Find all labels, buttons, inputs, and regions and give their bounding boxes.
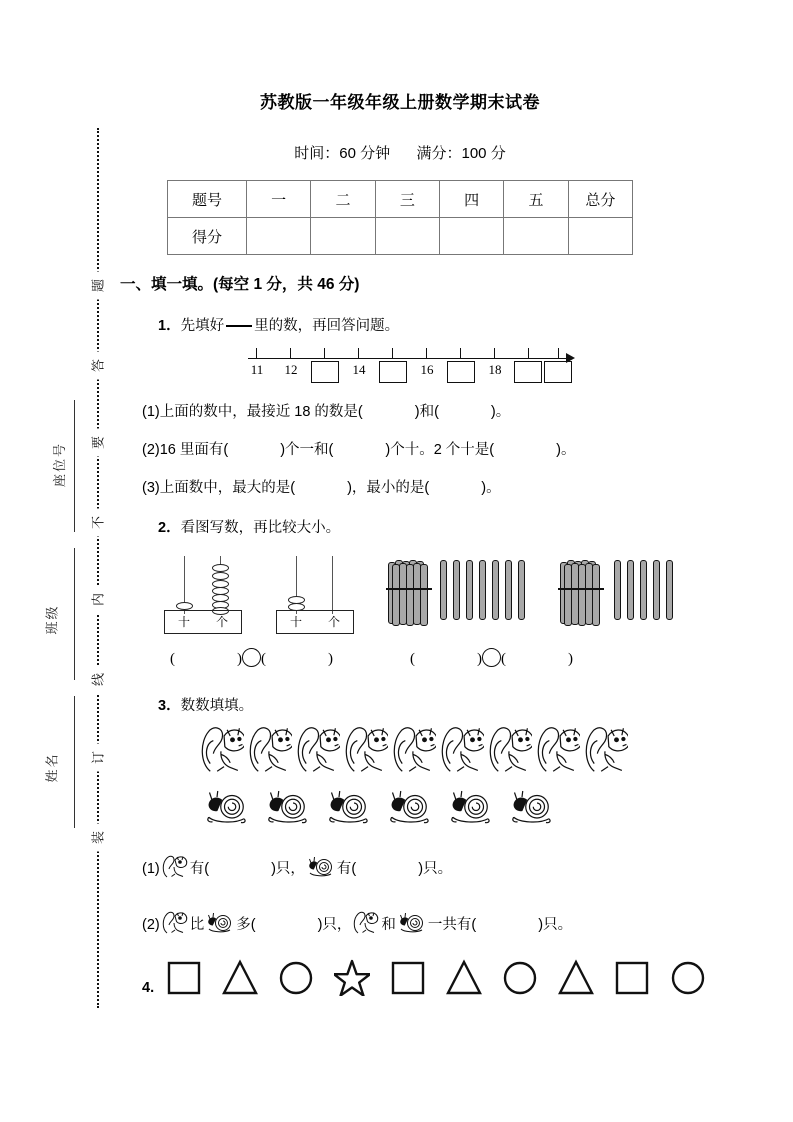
binding-char-0: 题 <box>89 272 108 300</box>
score-cell-5[interactable] <box>504 218 568 255</box>
binding-char-5: 线 <box>89 666 108 694</box>
triangle-shape-icon <box>446 958 482 996</box>
sticks-group-left <box>388 560 538 624</box>
q3-sub1-mid: )只， <box>271 861 305 877</box>
number-line-box-2[interactable] <box>311 361 339 383</box>
q3-sub2-total: 一共有( <box>427 917 477 933</box>
question-3-sub-1 <box>142 852 452 880</box>
compare-close-4: ) <box>568 651 573 667</box>
abacus-right-ones-label: 个 <box>327 615 340 629</box>
q3-sub2-mid: )只， <box>317 917 352 933</box>
squirrel-icon <box>246 720 292 778</box>
field-name-rule <box>74 696 75 828</box>
binding-char-4: 内 <box>89 586 108 614</box>
number-line-label-7: 18 <box>488 362 502 377</box>
score-cell-4[interactable] <box>439 218 503 255</box>
section-heading-1: 一、填一填。(每空 1 分，共 46 分) <box>120 276 360 293</box>
q3-sub2-compare: 比 <box>189 917 205 933</box>
number-line-figure <box>248 352 582 394</box>
q1-sub3-part-c: )。 <box>481 480 501 496</box>
abacus-left-ones-label: 个 <box>215 615 228 629</box>
binding-char-3: 不 <box>89 509 108 537</box>
question-1-stem <box>158 316 399 336</box>
compare-open-3: ( <box>410 651 415 667</box>
score-cell-2[interactable] <box>311 218 375 255</box>
squirrel-icon <box>294 720 340 778</box>
score-header-3: 三 <box>375 181 439 218</box>
score-header-total: 总分 <box>568 181 632 218</box>
score-header-4: 四 <box>439 181 503 218</box>
squirrel-icon <box>534 720 580 778</box>
circle-shape-icon <box>670 958 706 996</box>
score-cell-total[interactable] <box>568 218 632 255</box>
question-1-text-a: 先填好 <box>180 318 225 334</box>
sticks-group-right <box>560 560 690 624</box>
snail-icon <box>305 856 337 880</box>
field-name[interactable] <box>28 696 88 836</box>
comparison-circle-icon[interactable] <box>482 648 501 667</box>
abacus-right-frame <box>276 610 354 634</box>
square-shape-icon <box>390 958 426 996</box>
score-header-label: 题号 <box>168 181 247 218</box>
q3-sub2-more: 多( <box>236 917 256 933</box>
q3-sub1-after-squirrel: 有( <box>189 861 210 877</box>
q1-sub1-part-b: )和( <box>414 404 439 420</box>
compare-row-sticks <box>410 648 573 668</box>
snail-icon <box>263 790 311 828</box>
compare-open-4: ( <box>501 651 506 667</box>
question-3-text: 数数填填。 <box>180 698 254 714</box>
compare-row-abacus <box>170 648 333 668</box>
bundle-band <box>386 588 432 590</box>
field-class-label: 班级 <box>44 604 60 635</box>
number-line-box-9[interactable] <box>544 361 572 383</box>
circle-shape-icon <box>278 958 314 996</box>
squirrel-icon <box>390 720 436 778</box>
q1-sub1-part-c: )。 <box>490 404 511 420</box>
squirrel-icon <box>438 720 484 778</box>
square-shape-icon <box>166 958 202 996</box>
squirrel-icon <box>160 908 190 936</box>
table-row-score <box>168 218 633 255</box>
abacus-right-tens-label: 十 <box>289 615 302 629</box>
abacus-left <box>164 556 242 634</box>
score-row-label: 得分 <box>168 218 247 255</box>
abacus-left-frame <box>164 610 242 634</box>
field-seat-number-label: 座位号 <box>52 441 68 488</box>
q3-sub1-after-snail: 有( <box>336 861 357 877</box>
number-line-label-3: 14 <box>352 362 366 377</box>
number-line-label-5: 16 <box>420 362 434 377</box>
number-line-box-6[interactable] <box>447 361 475 383</box>
snail-icon <box>507 790 555 828</box>
question-1-sub-1 <box>142 402 510 422</box>
score-header-5: 五 <box>504 181 568 218</box>
q3-sub2-and: 和 <box>381 917 396 933</box>
snail-icon <box>446 790 494 828</box>
squirrel-row <box>198 720 630 783</box>
squirrel-icon <box>342 720 388 778</box>
score-table <box>167 180 633 255</box>
binding-char-2: 要 <box>89 429 108 457</box>
binding-char-6: 订 <box>89 744 108 772</box>
binding-margin <box>0 0 120 1122</box>
bundle-band <box>558 588 604 590</box>
q1-sub2-part-c: )个十。2 个十是( <box>385 442 495 458</box>
squirrel-icon <box>582 720 628 778</box>
field-seat-number-rule <box>74 400 75 532</box>
q3-sub1-prefix: (1) <box>142 861 160 877</box>
page-title: 苏教版一年级年级上册数学期末试卷 <box>260 93 540 112</box>
question-3-stem <box>158 696 253 716</box>
snail-icon <box>202 790 250 828</box>
q3-sub2-prefix: (2) <box>142 917 160 933</box>
q3-sub2-end: )只。 <box>538 917 573 933</box>
field-seat-number[interactable] <box>28 400 88 540</box>
question-1-sub-2 <box>142 440 575 460</box>
shapes-sequence <box>166 958 726 1001</box>
compare-close-3: ) <box>477 651 482 667</box>
score-cell-3[interactable] <box>375 218 439 255</box>
compare-close-1: ) <box>237 651 242 667</box>
number-line-label-1: 12 <box>284 362 298 377</box>
q1-sub1-part-a: (1)上面的数中，最接近 18 的数是( <box>142 404 363 420</box>
student-info-fields <box>28 400 88 830</box>
q1-sub2-part-d: )。 <box>556 442 576 458</box>
exam-meta <box>120 142 680 163</box>
q3-sub1-end: )只。 <box>418 861 453 877</box>
field-class-rule <box>74 548 75 680</box>
number-line-axis <box>248 358 568 359</box>
question-4-number: 4. <box>142 980 155 996</box>
number-line-box-4[interactable] <box>379 361 407 383</box>
squirrel-icon <box>351 908 381 936</box>
question-3-number: 3． <box>158 698 181 714</box>
squirrel-icon <box>198 720 244 778</box>
question-1-text-b: 里的数，再回答问题。 <box>254 318 400 334</box>
field-name-label: 姓名 <box>44 752 60 783</box>
fill-blank-underline[interactable] <box>226 325 252 327</box>
snail-row <box>202 790 568 833</box>
snail-icon <box>204 912 236 936</box>
score-header-2: 二 <box>311 181 375 218</box>
snail-icon <box>396 912 428 936</box>
abacus-right <box>276 556 354 634</box>
table-row-header <box>168 181 633 218</box>
question-2-text: 看图写数，再比较大小。 <box>180 520 341 536</box>
squirrel-icon <box>486 720 532 778</box>
compare-open-2: ( <box>261 651 266 667</box>
number-line-label-0: 11 <box>250 362 264 377</box>
triangle-shape-icon <box>558 958 594 996</box>
stick-bundle <box>388 560 430 624</box>
question-1-sub-3 <box>142 478 501 498</box>
score-header-1: 一 <box>247 181 311 218</box>
compare-open-1: ( <box>170 651 175 667</box>
field-class[interactable] <box>28 548 88 688</box>
star-shape-icon <box>334 958 370 996</box>
comparison-circle-icon[interactable] <box>242 648 261 667</box>
squirrel-icon <box>160 852 190 880</box>
exam-sheet <box>120 0 793 1122</box>
circle-shape-icon <box>502 958 538 996</box>
number-line-box-8[interactable] <box>514 361 542 383</box>
stick-bundle <box>560 560 602 624</box>
compare-close-2: ) <box>328 651 333 667</box>
q1-sub2-part-a: (2)16 里面有( <box>142 442 229 458</box>
question-2-number: 2． <box>158 520 181 536</box>
triangle-shape-icon <box>222 958 258 996</box>
binding-vertical-text <box>84 128 112 1008</box>
abacus-left-tens-label: 十 <box>177 615 190 629</box>
binding-char-7: 装 <box>89 824 108 852</box>
question-2-stem <box>158 518 340 538</box>
snail-icon <box>385 790 433 828</box>
exam-total-score: 满分：100 分 <box>416 145 506 162</box>
score-cell-1[interactable] <box>247 218 311 255</box>
q1-sub2-part-b: )个一和( <box>280 442 334 458</box>
exam-duration: 时间：60 分钟 <box>294 145 391 162</box>
question-1-number: 1． <box>158 318 181 334</box>
snail-icon <box>324 790 372 828</box>
binding-char-1: 答 <box>89 352 108 380</box>
q1-sub3-part-a: (3)上面数中，最大的是( <box>142 480 296 496</box>
question-3-sub-2 <box>142 908 572 936</box>
q1-sub3-part-b: )，最小的是( <box>347 480 430 496</box>
square-shape-icon <box>614 958 650 996</box>
